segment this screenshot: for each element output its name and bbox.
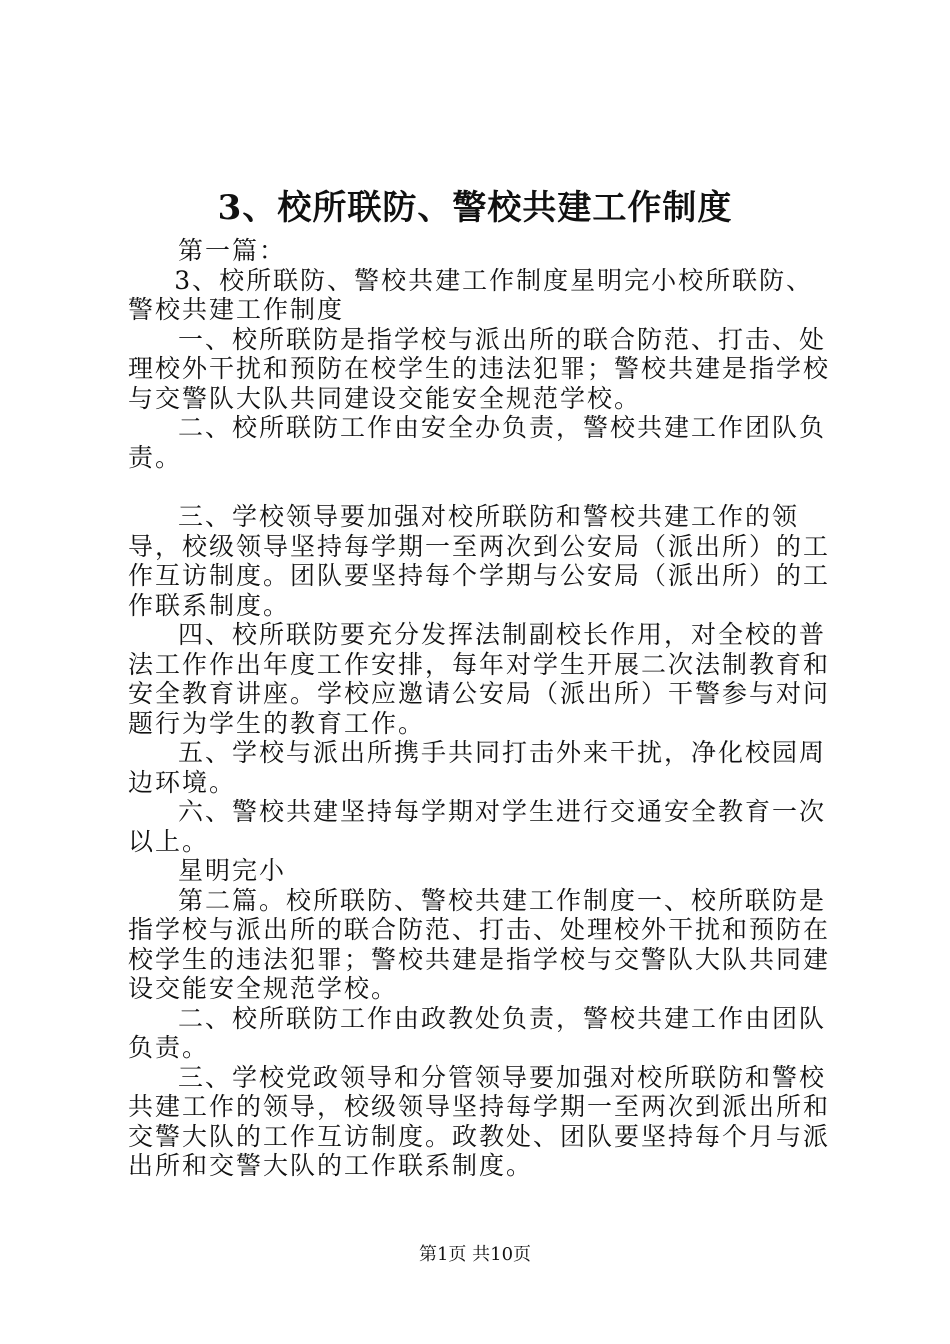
paragraph-section-2-item-1: 第二篇。校所联防、警校共建工作制度一、校所联防是指学校与派出所的联合防范、打击、处理校外干扰和预防在校学生的违法犯罪；警校共建是指学校与交警队大队共同建设交能安全规范学校。 [128, 885, 831, 1003]
document-body [128, 236, 830, 1181]
page-number-footer: 第1页 共10页 [418, 1244, 532, 1265]
paragraph-item-5: 五、学校与派出所携手共同打击外来干扰，净化校园周边环境。 [128, 738, 827, 797]
paragraph-signature: 星明完小 [178, 856, 287, 885]
paragraph-item-3: 三、学校领导要加强对校所联防和警校共建工作的领导，校级领导坚持每学期一至两次到公安局（派出所）的工作互访制度。团队要坚持每个学期与公安局（派出所）的工作联系制度。 [128, 502, 831, 620]
paragraph-section-2-item-2: 二、校所联防工作由政教处负责，警校共建工作由团队负责。 [128, 1003, 827, 1062]
paragraph-item-6: 六、警校共建坚持每学期对学生进行交通安全教育一次以上。 [128, 797, 827, 856]
paragraph-intro: 3、校所联防、警校共建工作制度星明完小校所联防、警校共建工作制度 [128, 265, 814, 324]
paragraph-item-2: 二、校所联防工作由安全办负责，警校共建工作团队负责。 [128, 413, 827, 472]
paragraph-section-heading-1: 第一篇： [178, 236, 287, 265]
paragraph-item-4: 四、校所联防要充分发挥法制副校长作用，对全校的普法工作作出年度工作安排，每年对学生开展二次法制教育和安全教育讲座。学校应邀请公安局（派出所）干警参与对问题行为学生的教育工作。 [128, 620, 831, 738]
paragraph-item-1: 一、校所联防是指学校与派出所的联合防范、打击、处理校外干扰和预防在校学生的违法犯罪；警校共建是指学校与交警队大队共同建设交能安全规范学校。 [128, 324, 831, 413]
paragraph-section-2-item-3: 三、学校党政领导和分管领导要加强对校所联防和警校共建工作的领导，校级领导坚持每学期一至两次到派出所和交警大队的工作互访制度。政教处、团队要坚持每个月与派出所和交警大队的工作联系制度。 [128, 1062, 831, 1180]
document-title: 3、校所联防、警校共建工作制度 [217, 188, 733, 228]
